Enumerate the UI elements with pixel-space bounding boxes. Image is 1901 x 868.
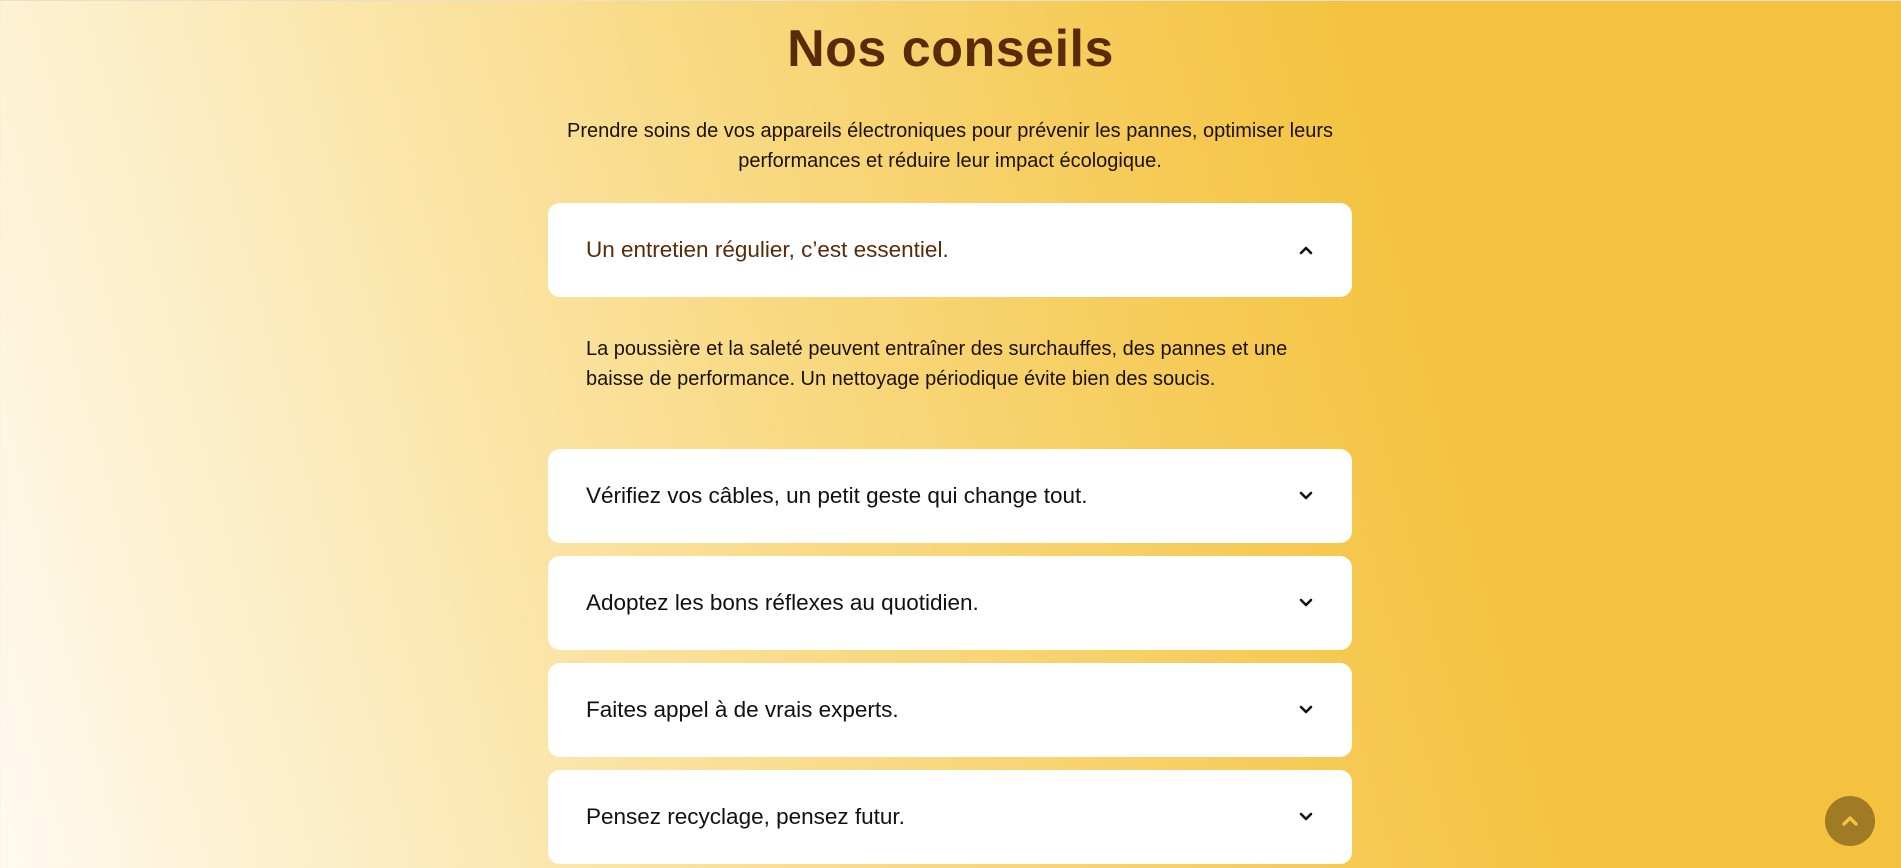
- faq-toggle-3[interactable]: [548, 556, 1352, 650]
- faq-accordion: [548, 203, 1352, 868]
- faq-answer: La poussière et la saleté peuvent entraîner des surchauffes, des pannes et une baisse de performance. Un nettoyage périodique évite bien des soucis.: [586, 338, 1288, 390]
- faq-question: Un entretien régulier, c’est essentiel.: [586, 237, 949, 262]
- faq-toggle-2[interactable]: [548, 449, 1352, 543]
- faq-toggle-4[interactable]: [548, 663, 1352, 757]
- faq-item: [548, 449, 1352, 543]
- faq-item: [548, 556, 1352, 650]
- back-to-top-button[interactable]: [1825, 796, 1875, 846]
- chevron-down-icon: [1298, 595, 1314, 611]
- page-title: Nos conseils: [787, 20, 1114, 78]
- chevron-up-icon: [1298, 242, 1314, 258]
- chevron-down-icon: [1298, 809, 1314, 825]
- faq-toggle-5[interactable]: [548, 770, 1352, 864]
- page-intro: Prendre soins de vos appareils électroniques pour prévenir les pannes, optimiser leurs performances et réduire leur impact écologique.: [567, 120, 1333, 172]
- chevron-down-icon: [1298, 488, 1314, 504]
- faq-item: [548, 663, 1352, 757]
- faq-question: Pensez recyclage, pensez futur.: [586, 804, 905, 829]
- chevron-down-icon: [1298, 702, 1314, 718]
- faq-item: [548, 203, 1352, 436]
- faq-question: Faites appel à de vrais experts.: [586, 697, 899, 722]
- faq-item: [548, 770, 1352, 864]
- chevron-up-icon: [1840, 811, 1860, 831]
- faq-question: Vérifiez vos câbles, un petit geste qui change tout.: [586, 483, 1088, 508]
- faq-question: Adoptez les bons réflexes au quotidien.: [586, 590, 979, 615]
- faq-toggle-1[interactable]: [548, 203, 1352, 297]
